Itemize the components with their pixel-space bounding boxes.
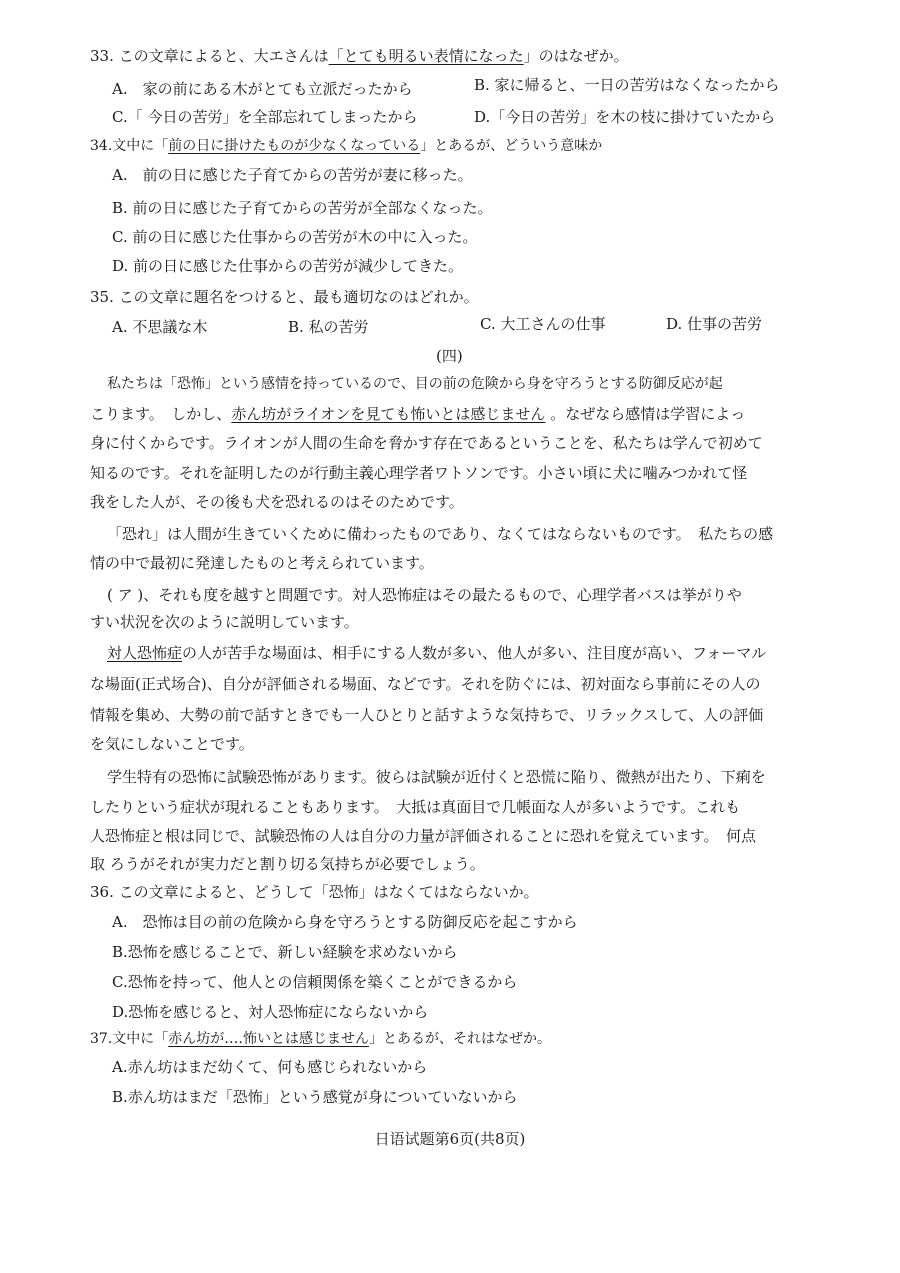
question-33-text-end: 」のはなぜか。	[523, 47, 629, 65]
passage-line-2-text-end: 。なぜなら感情は学習によっ	[545, 405, 746, 423]
question-34	[90, 136, 602, 156]
question-37	[90, 1029, 551, 1049]
q36-option-d: D.恐怖を感じると、対人恐怖症にならないから	[112, 1003, 429, 1021]
question-34-text: 34.文中に「	[90, 138, 169, 154]
passage-line-6: 「恐れ」は人間が生きていくために備わったものであり、なくてはならないものです。 私たちの感	[107, 525, 774, 543]
q33-option-b: B. 家に帰ると、一日の苦労はなくなったから	[474, 76, 780, 94]
q37-option-a: A.赤ん坊はまだ幼くて、何も感じられないから	[112, 1058, 428, 1076]
q35-option-d: D. 仕事の苦労	[666, 315, 763, 333]
q34-option-d: D. 前の日に感じた仕事からの苦労が減少してきた。	[112, 257, 464, 275]
question-34-text-end: 」とあるが、どういう意味か	[420, 138, 603, 154]
question-37-text: 37.文中に「	[90, 1031, 169, 1047]
passage-line-12: 情報を集め、大勢の前で話すときでも一人ひとりと話すような気持ちで、リラックスして、人の評価	[90, 706, 764, 724]
passage-line-17: 取 ろうがそれが実力だと割り切る気持ちが必要でしょう。	[90, 855, 485, 873]
passage-line-3: 身に付くからです。ライオンが人間の生命を脅かす存在であるということを、私たちは学んで初めて	[90, 434, 763, 452]
q35-option-b: B. 私の苦労	[288, 318, 369, 336]
passage-line-10-text: の人が苦手な場面は、相手にする人数が多い、他人が多い、注目度が高い、フォーマル	[182, 644, 767, 662]
question-33-underlined: 「とても明るい表情になった	[328, 47, 524, 65]
q36-option-c: C.恐怖を持って、他人との信頼関係を築くことができるから	[112, 973, 518, 991]
page-footer: 日语试题第6页(共8页)	[374, 1130, 526, 1148]
passage-line-11: な場面(正式场合)、自分が評価される場面、などです。それを防ぐには、初対面なら事前にその人の	[90, 675, 761, 693]
q37-option-b: B.赤ん坊はまだ「恐怖」という感覚が身についていないから	[112, 1088, 518, 1106]
passage-line-9: すい状況を次のように説明しています。	[90, 613, 359, 631]
q35-option-c: C. 大工さんの仕事	[480, 315, 606, 333]
passage-line-5: 我をした人が、その後も犬を恐れるのはそのためです。	[90, 493, 464, 511]
question-33	[90, 46, 629, 66]
q34-option-c: C. 前の日に感じた仕事からの苦労が木の中に入った。	[112, 228, 478, 246]
q34-option-a: A. 前の日に感じた子育てからの苦労が妻に移った。	[112, 166, 473, 184]
q33-option-a: A. 家の前にある木がとても立派だったから	[112, 80, 413, 98]
passage-underlined-phobia: 対人恐怖症	[107, 644, 183, 662]
passage-line-2	[90, 404, 745, 424]
question-37-underlined: 赤ん坊が‥‥怖いとは感じません	[168, 1031, 369, 1047]
q36-option-b: B.恐怖を感じることで、新しい経験を求めないから	[112, 943, 458, 961]
passage-line-2-text: こります。 しかし、	[90, 405, 232, 423]
passage-line-10	[107, 643, 766, 663]
q33-option-c: C.「 今日の苦労」を全部忘れてしまったから	[112, 108, 418, 126]
q36-option-a: A. 恐怖は目の前の危険から身を守ろうとする防御反応を起こすから	[112, 913, 578, 931]
question-33-text: 33. この文章によると、大エさんは	[90, 47, 329, 65]
section-title: (四)	[436, 347, 463, 365]
q35-option-a: A. 不思議な木	[112, 318, 208, 336]
passage-line-13: を気にしないことです。	[90, 735, 254, 753]
question-36: 36. この文章によると、どうして「恐怖」はなくてはならないか。	[90, 883, 539, 901]
q33-option-d: D.「今日の苦労」を木の枝に掛けていたから	[474, 108, 776, 126]
passage-line-16: 人恐怖症と根は同じで、試験恐怖の人は自分の力量が評価されることに恐れを覚えています。 何点	[90, 827, 757, 845]
question-35: 35. この文章に題名をつけると、最も適切なのはどれか。	[90, 288, 479, 306]
q34-option-b: B. 前の日に感じた子育てからの苦労が全部なくなった。	[112, 199, 493, 217]
question-37-text-end: 」とあるが、それはなぜか。	[368, 1031, 551, 1047]
question-34-underlined: 前の日に掛けたものが少なくなっている	[168, 138, 421, 154]
passage-line-14: 学生特有の恐怖に試験恐怖があります。彼らは試験が近付くと恐慌に陥り、微熱が出たり、下痢を	[107, 768, 766, 786]
passage-line-15: したりという症状が現れることもあります。 大抵は真面目で几帳面な人が多いようです。これも	[90, 798, 741, 816]
passage-underlined-baby: 赤ん坊がライオンを見ても怖いとは感じません	[231, 405, 546, 423]
passage-line-8: ( ア )、それも度を越すと問題です。対人恐怖症はその最たるもので、心理学者バスは挙がりや	[107, 586, 742, 604]
passage-line-4: 知るのです。それを証明したのが行動主義心理学者ワトソンです。小さい頃に犬に噛みつかれて怪	[90, 464, 748, 482]
passage-line-7: 情の中で最初に発達したものと考えられています。	[90, 554, 434, 572]
passage-line-1: 私たちは「恐怖」という感情を持っているので、目の前の危険から身を守ろうとする防御反応が起	[107, 376, 723, 392]
